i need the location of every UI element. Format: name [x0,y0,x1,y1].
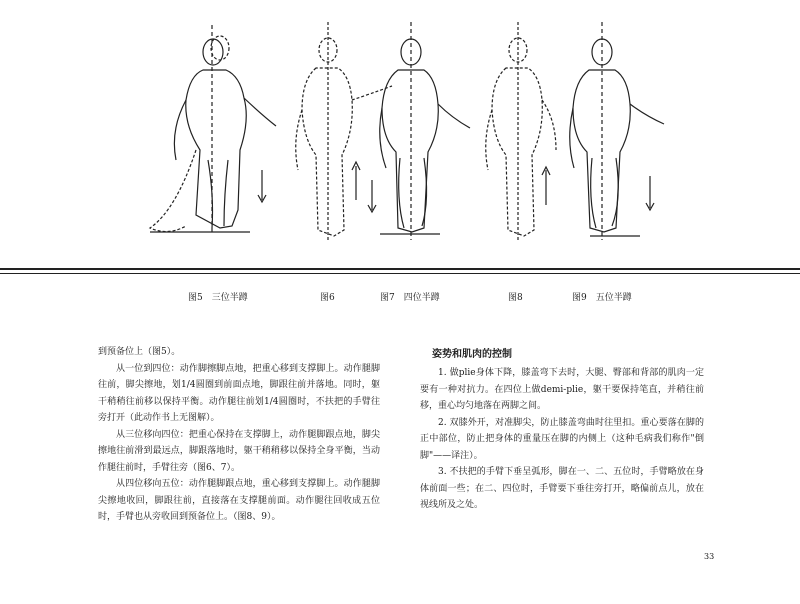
figures-illustration [0,0,800,262]
caption-figure-6: 图6 [320,293,335,303]
left-column [98,344,380,526]
caption-figure-9: 图9 五位半蹲 [572,293,632,303]
figure-9-dancer [570,22,664,240]
paragraph: 从一位到四位：动作脚擦脚点地，把重心移到支撑脚上。动作腿脚往前，脚尖擦地，划1/4圆圈到前面点地，脚跟往前并落地。同时，躯干稍稍往前移以保持平衡。动作腿往前划1/4圆圈时，不扶把的手臂往旁打开（此动作书上无图解）。 [98,363,380,423]
paragraph: 3. 不扶把的手臂下垂呈弧形，脚在一、二、五位时，手臂略放在身体前面一些；在二、四位时，手臂要下垂往旁打开，略偏前点儿，放在视线所及之处。 [420,467,704,510]
figure-7-dancer [368,22,470,240]
figure-5-dancer [150,25,276,232]
divider-thin [0,273,800,274]
paragraph: 1. 做plie身体下降，膝盖弯下去时，大腿、臀部和背部的肌肉一定要有一种对抗力。在四位上做demi-plie，躯干要保持笔直，并稍往前移，重心均匀地落在两脚之间。 [420,368,704,411]
divider-thick [0,268,800,270]
figure-8-dancer [486,22,556,240]
right-column [420,365,704,514]
paragraph: 从四位移向五位：动作腿脚跟点地，重心移到支撑脚上。动作腿脚尖擦地收回，脚跟往前，直接落在支撑腿前面。动作腿往回收成五位时，手臂也从旁收回到预备位上。（图8、9）。 [98,479,380,522]
paragraph: 2. 双膝外开，对准脚尖，防止膝盖弯曲时往里扣。重心要落在脚的正中部位，防止把身体的重量压在脚的内侧上（这种毛病我们称作"倒脚"——译注）。 [420,417,704,461]
caption-figure-8: 图8 [508,293,523,303]
paragraph: 从三位移向四位：把重心保持在支撑脚上，动作腿脚跟点地，脚尖擦地往前滑到最远点，脚跟落地时，躯干稍稍移以保持全身平衡，当动作腿往前时，手臂往旁（图6、7）。 [98,429,380,473]
caption-figure-5: 图5 三位半蹲 [188,293,248,303]
figure-6-dancer [296,22,392,240]
paragraph: 到预备位上（图5）。 [98,347,181,357]
section-heading: 姿势和肌肉的控制 [432,349,512,360]
page-number: 33 [704,552,715,561]
caption-figure-7: 图7 四位半蹲 [380,293,440,303]
